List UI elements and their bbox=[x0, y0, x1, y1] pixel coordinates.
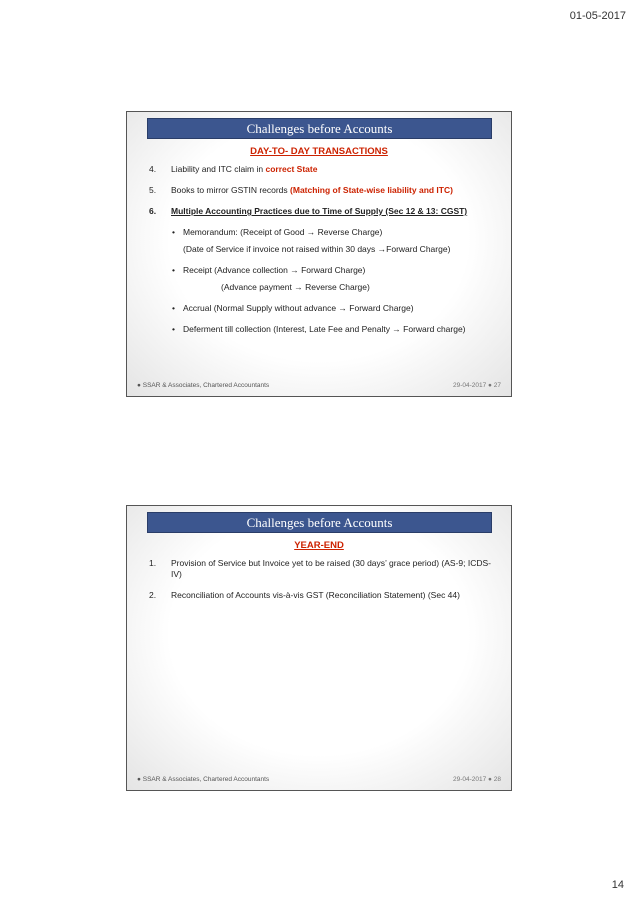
slide-footer-firm: ● SSAR & Associates, Chartered Accountants bbox=[137, 382, 270, 389]
slide-title: Challenges before Accounts bbox=[147, 118, 492, 139]
slide-content bbox=[149, 558, 497, 611]
bullet-icon: • bbox=[172, 227, 175, 237]
bullet-icon: • bbox=[172, 303, 175, 313]
slide-content bbox=[149, 164, 497, 345]
slide-footer-date-number: 29-04-2017 ● 28 bbox=[452, 776, 501, 783]
bullet-subtext: (Advance payment → Reverse Charge) bbox=[221, 282, 370, 292]
page-date: 01-05-2017 bbox=[569, 10, 626, 22]
item-text: Multiple Accounting Practices due to Time of Supply (Sec 12 & 13: CGST) bbox=[171, 206, 468, 216]
item-text: Books to mirror GSTIN records bbox=[171, 185, 291, 195]
bullet-text: Receipt (Advance collection → Forward Charge) bbox=[183, 265, 366, 275]
bullet-item bbox=[149, 265, 497, 276]
item-number: 4. bbox=[149, 164, 157, 174]
list-item bbox=[149, 185, 497, 196]
item-number: 6. bbox=[149, 206, 157, 216]
item-number: 5. bbox=[149, 185, 157, 195]
list-item bbox=[149, 206, 497, 217]
bullet-item bbox=[149, 227, 497, 238]
bullet-icon: • bbox=[172, 265, 175, 275]
bullet-text: Deferment till collection (Interest, Late Fee and Penalty → Forward charge) bbox=[183, 324, 466, 334]
item-text: Reconciliation of Accounts vis-à-vis GST (Reconciliation Statement) (Sec 44) bbox=[171, 590, 460, 600]
bullet-item bbox=[149, 303, 497, 314]
bullet-text: Accrual (Normal Supply without advance → Forward Charge) bbox=[183, 303, 414, 313]
bullet-item bbox=[149, 324, 497, 335]
item-text: Provision of Service but Invoice yet to be raised (30 days’ grace period) (AS-9; ICDS-IV) bbox=[171, 558, 491, 579]
slide-footer-firm: ● SSAR & Associates, Chartered Accountants bbox=[137, 776, 270, 783]
item-highlight: (Matching of State-wise liability and ITC) bbox=[290, 185, 453, 195]
item-number: 1. bbox=[149, 558, 157, 568]
bullet-subtext: (Date of Service if invoice not raised within 30 days →Forward Charge) bbox=[183, 244, 451, 254]
bullet-icon: • bbox=[172, 324, 175, 334]
slide-title: Challenges before Accounts bbox=[147, 512, 492, 533]
slide-27 bbox=[126, 111, 512, 397]
list-item bbox=[149, 558, 497, 580]
bullet-text: Memorandum: (Receipt of Good → Reverse Charge) bbox=[183, 227, 383, 237]
slide-28 bbox=[126, 505, 512, 791]
slide-footer-date-number: 29-04-2017 ● 27 bbox=[452, 382, 501, 389]
item-highlight: correct State bbox=[265, 164, 318, 174]
list-item bbox=[149, 590, 497, 601]
slide-subtitle: YEAR-END bbox=[294, 540, 344, 551]
item-number: 2. bbox=[149, 590, 157, 600]
list-item bbox=[149, 164, 497, 175]
page-number: 14 bbox=[611, 879, 624, 891]
slide-subtitle: DAY-TO- DAY TRANSACTIONS bbox=[250, 146, 388, 157]
item-text: Liability and ITC claim in bbox=[171, 164, 266, 174]
